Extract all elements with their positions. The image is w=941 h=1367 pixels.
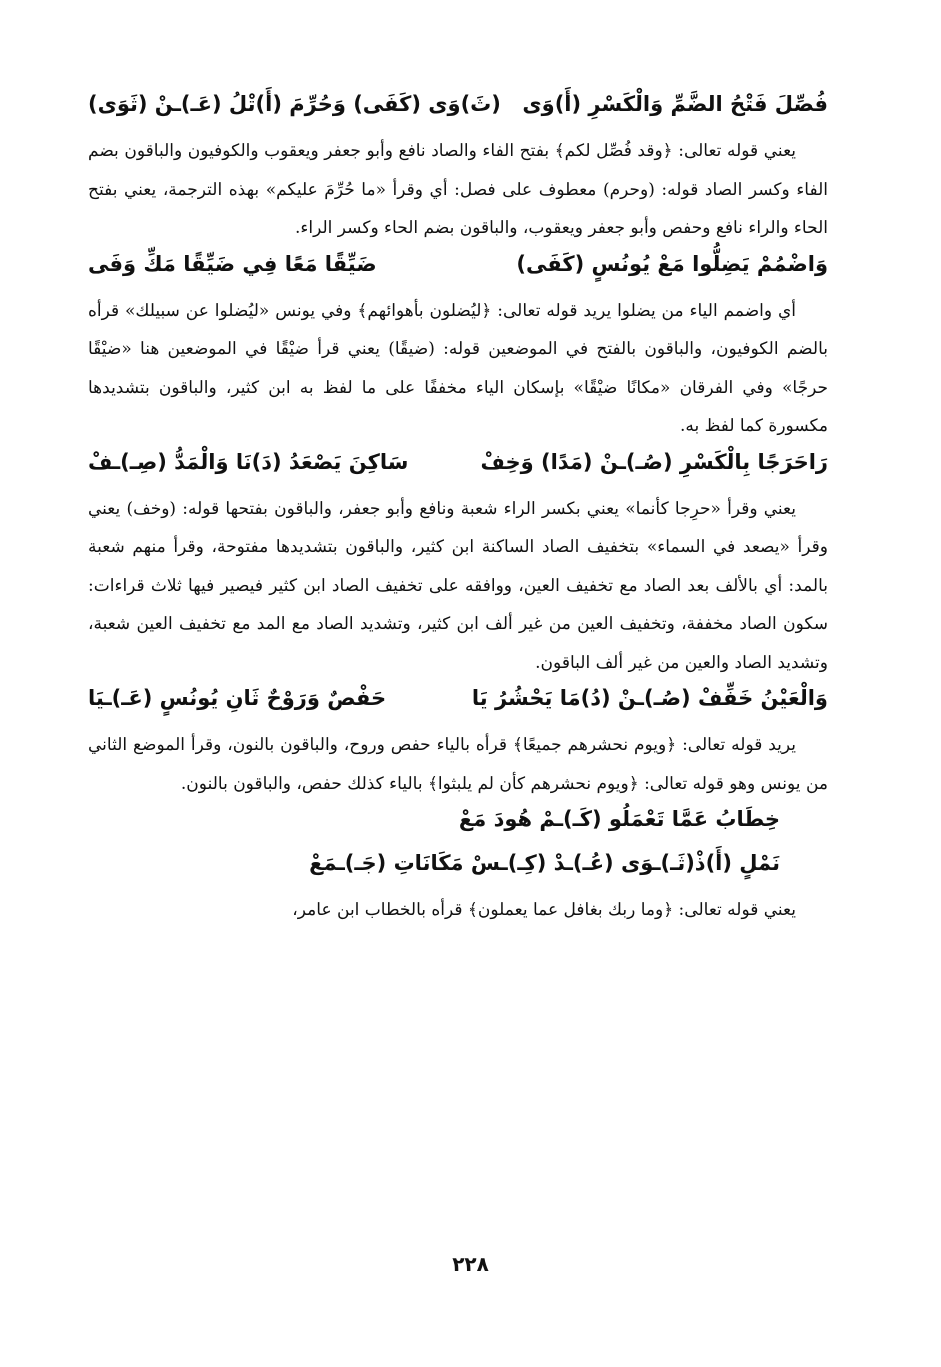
verse-hemistich-first: خِطَابُ عَمَّا تَعْمَلُو (كَـ)ـمْ هُودَ مَعْ [458, 807, 780, 831]
verse-line [88, 446, 828, 490]
verse-line [88, 682, 828, 726]
verse-line [88, 803, 828, 847]
verse-left-hemistich: ضَيِّقًا مَعًا فِي ضَيِّقًا مَكِّ وَفَى [88, 251, 377, 276]
verse-left-hemistich: (ثَ)وَى (كَفَى) وَحُرِّمَ (أَ)تْلُ (عَـ)ـنْ (ثَوَى) [88, 92, 501, 116]
verse-line [88, 248, 828, 292]
verse-right-hemistich: وَاضْمُمْ يَضِلُّوا مَعْ يُونُسٍ (كَفَى) [516, 251, 828, 276]
commentary-paragraph: يعني قوله تعالى: ﴿وما ربك بغافل عما يعملون﴾ قرأه بالخطاب ابن عامر، [292, 900, 796, 920]
verse-right-hemistich: وَالْعَيْنُ خَفِّفْ (صُـ)ـنْ (دُ)مَا يَحْشُرُ يَا [471, 686, 828, 710]
commentary-paragraph: يعني وقرأ «حرِجا كأنما» يعني بكسر الراء شعبة ونافع وأبو جعفر، والباقون بفتحها قوله: (وخف) يعني وقرأ «يصعد في السماء» بتخفيف الصاد الساكنة ابن كثير، والباقون بتشديدها مفتوحة، وقرأ منهم شعبة بالمد: أي بالألف بعد الصاد مع تخفيف العين، ووافقه على تخفيف الصاد ابن كثير فيصير فيها ثلاث قراءات: سكون الصاد مخففة، وتخفيف العين من غير ألف ابن كثير، وتشديد الصاد مع المد مع تخفيف العين شعبة، وتشديد الصاد والعين من غير ألف الباقون. [88, 498, 828, 673]
verse-line [88, 847, 828, 891]
page-content [88, 88, 828, 930]
verse-left-hemistich: حَفْصٌ وَرَوْحٌ ثَانِ يُونُسٍ (عَـ)ـيَا [88, 686, 387, 710]
verse-hemistich-second: نَمْلٍ (أَ)ذْ(ثَـ)ـوَى (عُـ)ـدْ (كِـ)ـسْ مَكَانَاتِ (جَـ)ـمَعْ [309, 851, 780, 875]
verse-line [88, 88, 828, 132]
commentary-paragraph: أي واضمم الياء من يضلوا يريد قوله تعالى: ﴿ليُضلون بأهوائهم﴾ وفي يونس «ليُضلوا عن سبيلك» قرأه بالضم الكوفيون، والباقون بالفتح في الموضعين قوله: (ضيقًا) يعني قرأ ضيْقًا في الموضعين هنا «ضيْقًا حرجًا» وفي الفرقان «مكانًا ضيْقًا» بإسكان الياء مخففًا على ما لفظ به ابن كثير، والباقون بتشديدها مكسورة كما لفظ به. [88, 300, 828, 436]
verse-right-hemistich: فُصِّلَ فَتْحُ الضَّمِّ وَالْكَسْرِ (أَ)وَى [522, 92, 828, 116]
commentary-paragraph: يعني قوله تعالى: ﴿وقد فُصِّل لكم﴾ بفتح الفاء والصاد نافع وأبو جعفر ويعقوب والكوفيون والباقون بضم الفاء وكسر الصاد قوله: (وحرم) معطوف على فصل: أي وقرأ «ما حُرِّمَ عليكم» بهذه الترجمة، يعني بفتح الحاء والراء نافع وحفص وأبو جعفر ويعقوب، والباقون بضم الحاء وكسر الراء. [88, 141, 828, 238]
page-number: ٢٢٨ [452, 1252, 489, 1276]
commentary-paragraph: يريد قوله تعالى: ﴿ويوم نحشرهم جميعًا﴾ قرأه بالياء حفص وروح، والباقون بالنون، وقرأ الموضع الثاني من يونس وهو قوله تعالى: ﴿ويوم نحشرهم كأن لم يلبثوا﴾ بالياء كذلك حفص، والباقون بالنون. [88, 735, 828, 794]
verse-right-hemistich: رَاحَرَجًا بِالْكَسْرِ (صُـ)ـنْ (مَدًا) وَخِفْ [480, 449, 828, 474]
verse-left-hemistich: سَاكِنَ يَصْعَدُ (دَ)نَا وَالْمَدُّ (صِـ)ـفْ [88, 449, 409, 474]
